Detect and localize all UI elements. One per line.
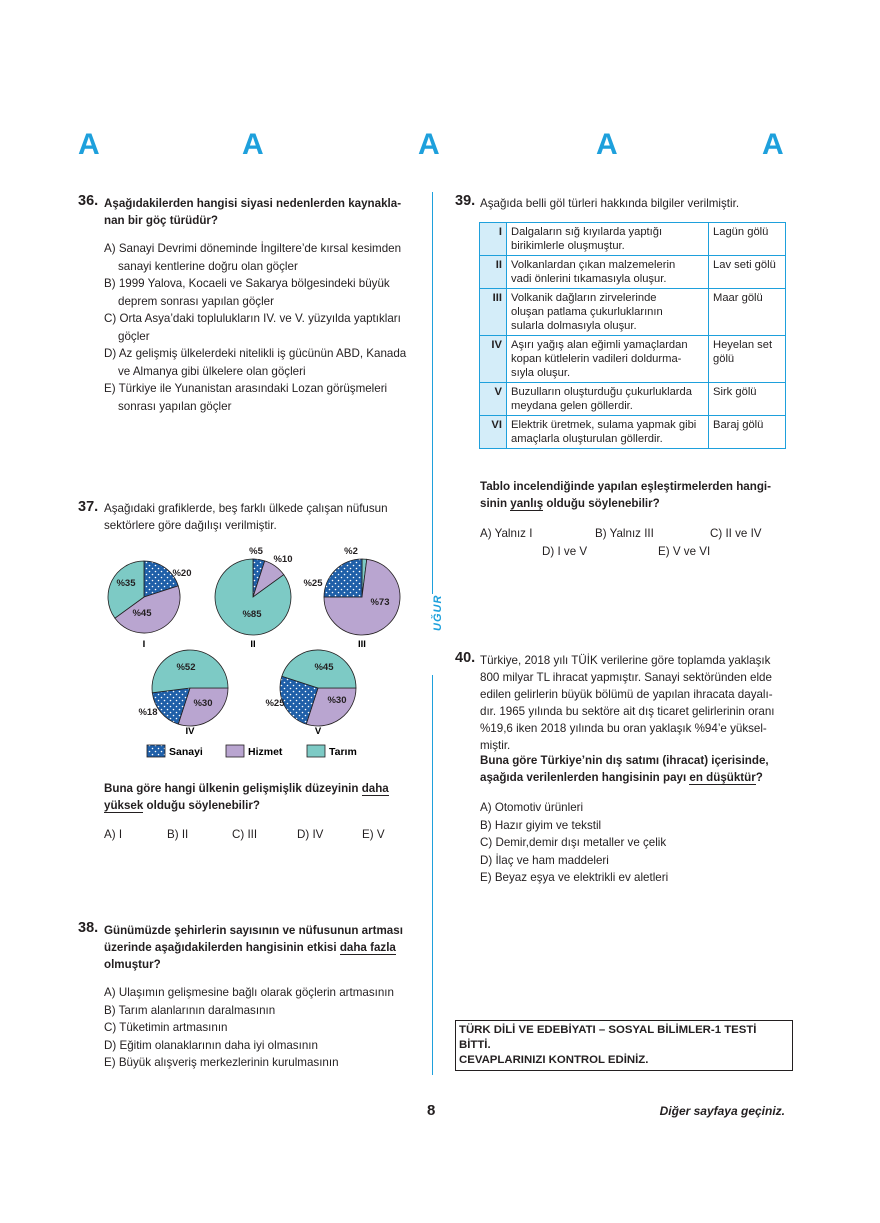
lake-description-line: Volkanlardan çıkan malzemelerin: [511, 259, 676, 271]
lake-description-line: vadi önlerini tıkamasıyla oluşur.: [511, 273, 667, 285]
option-line: sonrası yapılan göçler: [118, 399, 232, 413]
stem-line: Türkiye, 2018 yılı TÜİK verilerine göre toplamda yaklaşık: [480, 654, 771, 667]
question-number: 36.: [78, 193, 99, 209]
prompt-text: sinin: [480, 497, 511, 510]
lake-row: [480, 416, 786, 449]
stem-line: sektörlere göre dağılışı verilmiştir.: [104, 519, 277, 532]
option-line: göçler: [118, 329, 150, 343]
option-e[interactable]: E) V: [362, 828, 385, 841]
lake-type: [709, 289, 786, 336]
pie-caption: IV: [185, 726, 195, 737]
notice-line: BİTTİ.: [459, 1039, 491, 1051]
notice-line: CEVAPLARINIZI KONTROL EDİNİZ.: [459, 1054, 649, 1066]
option-line: ve Almanya gibi ülkelere olan göçleri: [118, 364, 306, 378]
legend-swatch-hizmet: [226, 745, 244, 757]
lake-description-line: Buzulların oluşturduğu çukurluklarda: [511, 386, 692, 398]
lake-row-number: III: [480, 289, 507, 336]
option-c[interactable]: C) III: [232, 828, 258, 841]
option-b[interactable]: B) Yalnız III: [595, 527, 654, 540]
lake-type: [709, 223, 786, 256]
option-line: A) Sanayi Devrimi döneminde İngiltere’de kırsal kesimden: [104, 242, 402, 255]
lake-description-line: kopan kütlelerin vadileri doldurma-: [511, 353, 682, 365]
lake-description: [507, 383, 709, 416]
option-b[interactable]: B) II: [167, 828, 189, 841]
option-d[interactable]: D) İlaç ve ham maddeleri: [480, 853, 609, 867]
lake-description: [507, 416, 709, 449]
question-prompt: [480, 478, 771, 512]
pie-value-label: %35: [116, 578, 136, 589]
question-stem: [104, 195, 401, 229]
question-prompt: [104, 780, 389, 814]
lake-description-line: meydana gelen göllerdir.: [511, 400, 633, 412]
pie-value-label: %52: [176, 662, 196, 673]
lake-type-line: Baraj gölü: [713, 419, 764, 431]
prompt-text: ?: [755, 771, 763, 784]
pie-caption: III: [358, 639, 366, 650]
stem-line: miştir.: [480, 739, 511, 752]
question-number: 37.: [78, 499, 99, 515]
booklet-letter: A: [418, 128, 440, 161]
option-line: sanayi kentlerine doğru olan göçler: [118, 259, 298, 273]
pie-value-label: %18: [138, 707, 158, 718]
lake-description-line: oluşan patlama çukurluklarının: [511, 306, 663, 318]
lake-description-line: sularla dolmasıyla oluşur.: [511, 320, 637, 332]
booklet-letter: A: [596, 128, 618, 161]
option-e[interactable]: [104, 380, 414, 415]
question-stem: Aşağıda belli göl türleri hakkında bilgiler verilmiştir.: [480, 197, 740, 210]
lake-description-line: Volkanik dağların zirvelerinde: [511, 292, 657, 304]
option-e[interactable]: E) Büyük alışveriş merkezlerinin kurulmasının: [104, 1056, 339, 1069]
pie-caption: V: [314, 726, 322, 737]
lake-row-number: V: [480, 383, 507, 416]
lake-description-line: sıyla oluşur.: [511, 367, 571, 379]
option-a[interactable]: A) Ulaşımın gelişmesine bağlı olarak göçlerin artmasının: [104, 986, 394, 999]
lake-row: [480, 383, 786, 416]
option-line: B) 1999 Yalova, Kocaeli ve Sakarya bölgesindeki büyük: [104, 277, 390, 290]
prompt-text: olduğu söylenebilir?: [143, 799, 260, 812]
lake-description-line: Dalgaların sığ kıyılarda yaptığı: [511, 226, 663, 238]
prompt-emphasis: daha: [361, 782, 389, 795]
prompt-emphasis: yüksek: [104, 799, 144, 812]
lake-description-line: Elektrik üretmek, sulama yapmak gibi: [511, 419, 697, 431]
stem-line: %19,6 iken 2018 yılında bu oran yaklaşık %94’e yüksel-: [480, 722, 767, 735]
option-d[interactable]: [104, 345, 414, 380]
lake-type-line: Sirk gölü: [713, 386, 757, 398]
stem-line: edilen gelirlerin büyük bölümü de yapılan ihracata dayalı-: [480, 688, 773, 701]
stem-text: üzerinde aşağıdakilerden hangisinin etkisi: [104, 941, 340, 954]
option-a[interactable]: A) Otomotiv ürünleri: [480, 801, 584, 814]
option-d[interactable]: D) IV: [297, 828, 324, 841]
option-b[interactable]: [104, 275, 414, 310]
lake-type-line: gölü: [713, 353, 735, 365]
prompt-text: Buna göre hangi ülkenin gelişmişlik düzeyinin: [104, 782, 362, 795]
lake-row-number: I: [480, 223, 507, 256]
option-b[interactable]: B) Tarım alanlarının daralmasının: [104, 1003, 276, 1017]
legend-label-sanayi: Sanayi: [169, 746, 203, 758]
lake-type-line: Heyelan set: [713, 339, 773, 351]
option-d[interactable]: D) I ve V: [542, 545, 588, 558]
test-end-notice: [455, 1020, 793, 1071]
legend-label-hizmet: Hizmet: [248, 746, 283, 758]
prompt-emphasis: yanlış: [510, 497, 544, 510]
prompt-line: Buna göre Türkiye’nin dış satımı (ihracat) içerisinde,: [480, 754, 769, 767]
option-line: E) Türkiye ile Yunanistan arasındaki Lozan görüşmeleri: [104, 382, 388, 395]
lake-type-line: Maar gölü: [713, 292, 763, 304]
prompt-text: aşağıda verilenlerden hangisinin payı: [480, 771, 690, 784]
lake-row: [480, 336, 786, 383]
pie-value-label: %20: [172, 568, 192, 579]
lake-type-line: Lav seti gölü: [713, 259, 776, 271]
pie-slice-iii-sanayi: [324, 559, 362, 597]
option-a[interactable]: A) Yalnız I: [480, 527, 533, 540]
q40-options: [480, 799, 668, 887]
lake-description-line: Aşırı yağış alan eğimli yamaçlardan: [511, 339, 688, 351]
prompt-line: Tablo incelendiğinde yapılan eşleştirmelerden hangi-: [480, 480, 771, 493]
notice-line: TÜRK DİLİ VE EDEBİYATI – SOSYAL BİLİMLER-1 TESTİ: [459, 1024, 757, 1036]
question-stem: [104, 500, 388, 534]
pie-caption: II: [250, 639, 256, 650]
prompt-text: olduğu söylenebilir?: [543, 497, 660, 510]
column-divider: [432, 675, 433, 1075]
pie-value-label: %45: [132, 608, 152, 619]
pie-charts: [100, 540, 420, 770]
question-stem: [104, 922, 403, 973]
q38-options: [104, 984, 394, 1072]
lake-description: [507, 336, 709, 383]
q36-options: [104, 240, 414, 415]
lake-type: [709, 336, 786, 383]
option-b[interactable]: B) Hazır giyim ve tekstil: [480, 818, 602, 832]
question-number: 40.: [455, 650, 476, 666]
page-number: 8: [427, 1102, 436, 1119]
stem-line: Aşağıdakilerden hangisi siyasi nedenlerden kaynakla-: [104, 197, 402, 210]
lake-row-number: II: [480, 256, 507, 289]
option-d[interactable]: D) Eğitim olanaklarının daha iyi olmasının: [104, 1038, 318, 1052]
lake-description-line: birikimlerle oluşmuştur.: [511, 240, 625, 252]
lake-type: [709, 256, 786, 289]
pie-value-label: %30: [327, 695, 347, 706]
column-divider: [432, 192, 433, 594]
lake-type: [709, 416, 786, 449]
pie-value-label: %30: [193, 698, 213, 709]
brand-label: UĞUR: [432, 594, 444, 631]
question-number: 39.: [455, 193, 476, 209]
question-stem: [480, 652, 790, 754]
stem-line: Aşağıdaki grafiklerde, beş farklı ülkede çalışan nüfusun: [104, 502, 388, 515]
option-c[interactable]: [104, 310, 414, 345]
stem-line: nan bir göç türüdür?: [104, 214, 218, 227]
stem-line: olmuştur?: [104, 958, 161, 971]
lake-row-number: VI: [480, 416, 507, 449]
legend-swatch-tarim: [307, 745, 325, 757]
pie-value-label: %25: [265, 698, 285, 709]
lake-description-line: amaçlarla oluşturulan göllerdir.: [511, 433, 663, 445]
prompt-emphasis: en düşüktür: [689, 771, 756, 784]
option-line: deprem sonrası yapılan göçler: [118, 294, 274, 308]
lake-row: [480, 223, 786, 256]
option-a[interactable]: [104, 240, 414, 275]
pie-value-label: %5: [249, 546, 263, 557]
lake-description: [507, 289, 709, 336]
lake-description: [507, 256, 709, 289]
pie-value-label: %85: [242, 609, 262, 620]
pie-value-label: %2: [344, 546, 358, 557]
legend-label-tarim: Tarım: [329, 746, 357, 758]
option-c[interactable]: C) Demir,demir dışı metaller ve çelik: [480, 836, 667, 849]
lake-type-line: Lagün gölü: [713, 226, 769, 238]
pie-caption: I: [142, 639, 146, 650]
question-number: 38.: [78, 920, 99, 936]
option-line: C) Orta Asya’daki toplulukların IV. ve V. yüzyılda yaptıkları: [104, 312, 401, 325]
legend-swatch-sanayi: [147, 745, 165, 757]
option-line: D) Az gelişmiş ülkelerdeki nitelikli iş gücünün ABD, Kanada: [104, 347, 407, 360]
option-c[interactable]: C) II ve IV: [710, 527, 762, 540]
next-page-note: Diğer sayfaya geçiniz.: [659, 1104, 785, 1118]
pie-value-label: %73: [370, 597, 390, 608]
stem-line: 800 milyar TL ihracat yapmıştır. Sanayi sektöründen elde: [480, 671, 772, 684]
pie-value-label: %25: [303, 578, 323, 589]
lake-row: [480, 289, 786, 336]
pie-value-label: %10: [273, 554, 293, 565]
booklet-letter: A: [242, 128, 264, 161]
option-e[interactable]: E) Beyaz eşya ve elektrikli ev aletleri: [480, 871, 669, 884]
pie-value-label: %45: [314, 662, 334, 673]
booklet-letter: A: [78, 128, 100, 161]
lake-description: [507, 223, 709, 256]
lake-row: [480, 256, 786, 289]
stem-line: Günümüzde şehirlerin sayısının ve nüfusunun artması: [104, 924, 403, 937]
stem-emphasis: daha fazla: [339, 941, 396, 954]
question-prompt: [480, 752, 769, 786]
option-e[interactable]: E) V ve VI: [658, 545, 711, 558]
option-c[interactable]: C) Tüketimin artmasının: [104, 1021, 228, 1034]
lake-table: [479, 222, 786, 449]
option-a[interactable]: A) I: [104, 828, 123, 841]
lake-row-number: IV: [480, 336, 507, 383]
stem-line: dır. 1965 yılında bu sektöre ait dış ticaret gelirlerinin oranı: [480, 705, 775, 718]
lake-type: [709, 383, 786, 416]
booklet-letter: A: [762, 128, 784, 161]
legend: [147, 745, 357, 758]
